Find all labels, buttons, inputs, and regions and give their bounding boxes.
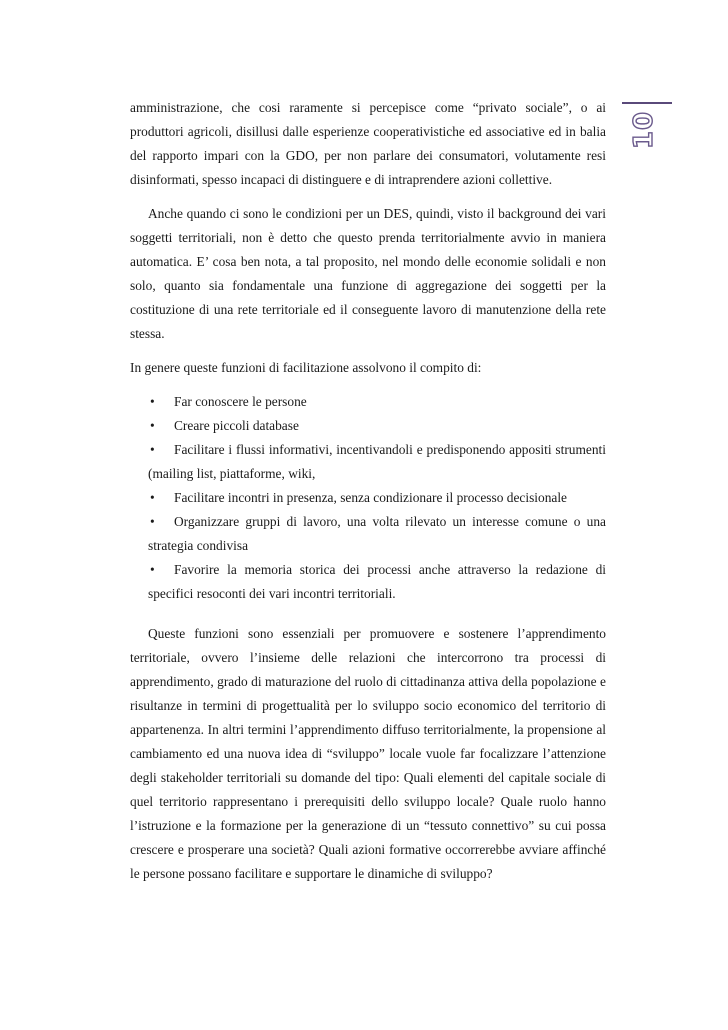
text-line: crescere e prosperare una società? Quali azioni formative occorrerebbe avviare affinché [130,842,606,857]
paragraph-4 [130,622,606,886]
text-line: disinformati, spesso incapaci di distinguere e di intraprendere azioni collettive. [130,172,553,187]
bullet-icon: • [150,394,155,409]
bullet-icon: • [150,514,155,529]
page-number-rule [622,102,672,104]
text-line: territoriale, ovvero l’insieme delle relazioni che intercorrono tra processi di [130,650,606,665]
text-line: risultanze in termini di progettualità per lo sviluppo socio economico del territorio di [130,698,606,713]
text-line: Queste funzioni sono essenziali per promuovere e sostenere l’apprendimento [148,626,606,641]
paragraph-2 [130,202,606,346]
page-number-text: 10 [629,110,659,150]
text-line: cambiamento ed una nuova idea di “sviluppo” locale vuole far focalizzare l’attenzione [130,746,606,761]
bullet-icon: • [150,418,155,433]
text-line: amministrazione, che cosi raramente si percepisce come “privato sociale”, o ai [130,100,606,115]
text-line: del rapporto impari con la GDO, per non parlare dei consumatori, volutamente resi [130,148,606,163]
text-line: automatica. E’ cosa ben nota, a tal proposito, nel mondo delle economie solidali e non [130,254,606,269]
list-item: • Facilitare incontri in presenza, senza condizionare il processo decisionale [148,486,606,510]
bullet-icon: • [150,562,155,577]
bullet-icon: • [150,442,155,457]
text-line: solo, quanto sia fondamentale una funzione di aggregazione dei soggetti per la [130,278,606,293]
text-line: apprendimento, grado di maturazione del ruolo di cittadinanza attiva della popolazione e [130,674,606,689]
list-item: • Favorire la memoria storica dei processi anche attraverso la redazione di specifici resoconti dei vari incontri territoriali. [148,558,606,606]
text-line: soggetti territoriali, non è detto che questo prenda territorialmente avvio in maniera [130,230,606,245]
text-line: degli stakeholder territoriali su domande del tipo: Quali elementi del capitale sociale di [130,770,606,785]
text-line: appartenenza. In altri termini l’apprendimento diffuso territorialmente, la propensione al [130,722,606,737]
document-body [130,96,606,886]
text-line: Anche quando ci sono le condizioni per un DES, quindi, visto il background dei vari [148,206,606,221]
list-item: • Organizzare gruppi di lavoro, una volta rilevato un interesse comune o una strategia condivisa [148,510,606,558]
text-line: costituzione di una rete territoriale ed il conseguente lavoro di manutenzione della rete [130,302,606,317]
text-line: produttori agricoli, disillusi dalle esperienze cooperativistiche ed associative ed in balia [130,124,606,139]
text-line: l’istruzione e la formazione per la generazione di un “tessuto connettivo” su cui possa [130,818,606,833]
page-number [622,108,666,152]
paragraph-3: In genere queste funzioni di facilitazione assolvono il compito di: [130,360,482,375]
text-line: quel territorio rappresentano i prerequisiti dello sviluppo locale? Quale ruolo hanno [130,794,606,809]
facilitation-list [130,390,606,606]
text-line: le persone possano facilitare e supportare le dinamiche di sviluppo? [130,866,493,881]
text-line: stessa. [130,326,165,341]
paragraph-1 [130,96,606,192]
list-item: • Far conoscere le persone [148,390,606,414]
list-item: • Creare piccoli database [148,414,606,438]
bullet-icon: • [150,490,155,505]
list-item: • Facilitare i flussi informativi, incentivandoli e predisponendo appositi strumenti (mailing list, piattaforme, wiki, [148,438,606,486]
